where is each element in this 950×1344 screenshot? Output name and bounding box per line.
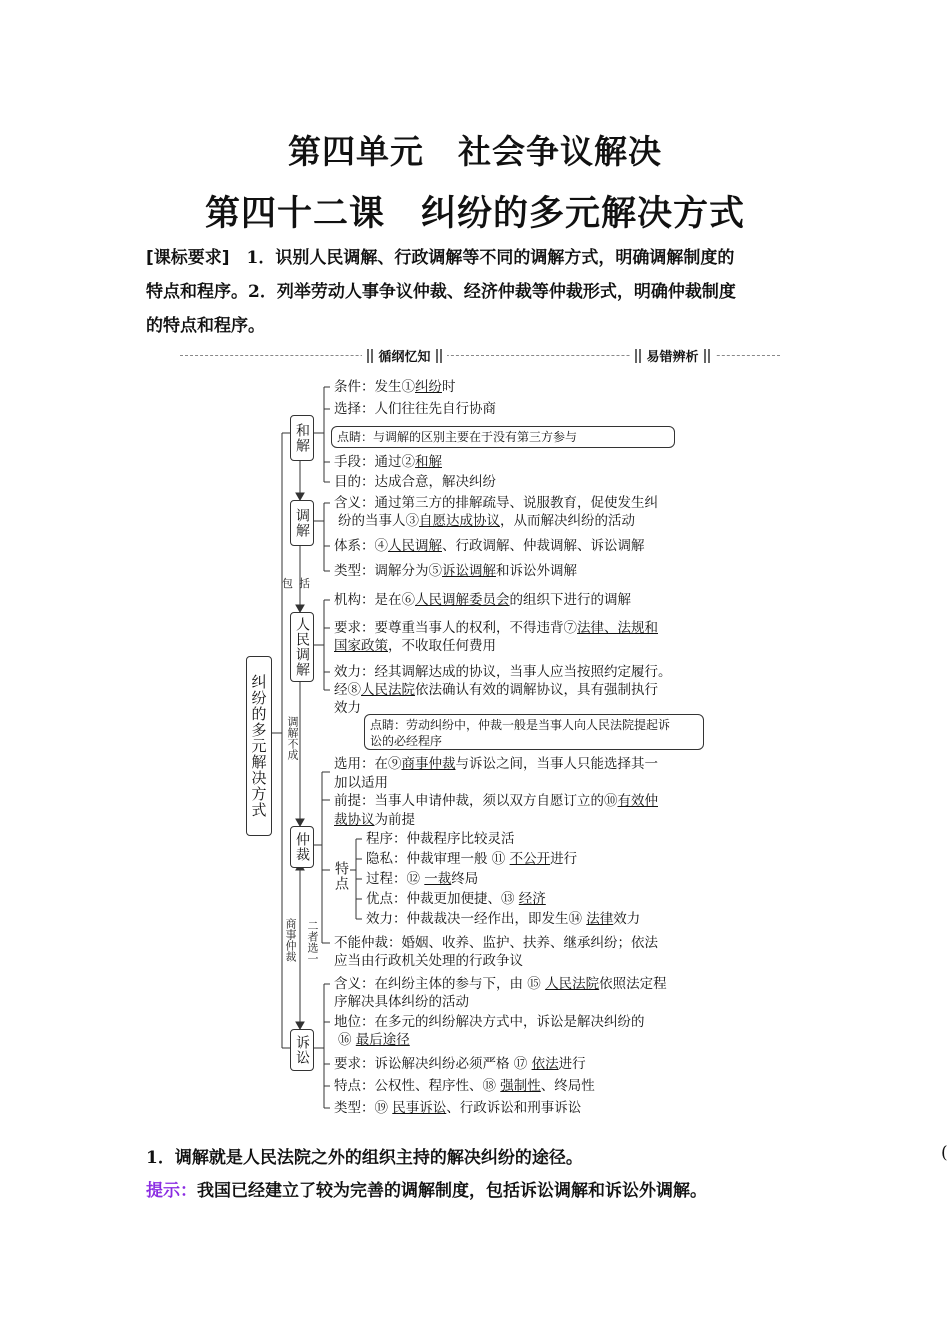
hejie-xuanze: 选择：人们往往先自行协商 bbox=[334, 401, 496, 417]
standard-line-2: 特点和程序。2．列举劳动人事争议仲裁、经济仲裁等仲裁形式，明确仲裁制度 bbox=[146, 282, 736, 302]
tedian-guocheng: 过程：⑫ 一裁终局 bbox=[366, 871, 479, 887]
node-renmin-tiaojie: 人民调解 bbox=[290, 612, 314, 682]
node-susong: 诉讼 bbox=[290, 1029, 314, 1071]
node-tedian: 特点 bbox=[333, 861, 349, 891]
tiaojie-hanyi-1: 含义：通过第三方的排解疏导、说服教育，促使发生纠 bbox=[334, 495, 658, 511]
hint bbox=[146, 1176, 707, 1201]
tiaojie-hanyi-2: 纷的当事人③自愿达成协议，从而解决纠纷的活动 bbox=[338, 513, 635, 529]
standard-tag: [课标要求] bbox=[146, 248, 230, 268]
label-erzhe-xuanyi: 二者选一 bbox=[306, 920, 319, 964]
label-baokuo: 包括 bbox=[282, 577, 316, 590]
zhongcai-xuanyong-1: 选用：在⑨商事仲裁与诉讼之间，当事人只能选择其一 bbox=[334, 756, 658, 772]
susong-tedian: 特点：公权性、程序性、⑱ 强制性、终局性 bbox=[334, 1078, 595, 1094]
renmin-jing: 经⑧人民法院依法确认有效的调解协议，具有强制执行 bbox=[334, 682, 658, 698]
susong-diwei-1: 地位：在多元的纠纷解决方式中，诉讼是解决纠纷的 bbox=[334, 1014, 645, 1030]
renmin-xiaoli: 效力：经其调解达成的协议，当事人应当按照约定履行。 bbox=[334, 664, 672, 680]
node-zhongcai: 仲裁 bbox=[290, 826, 314, 868]
hint-label: 提示： bbox=[146, 1181, 197, 1201]
standard-line-3: 的特点和程序。 bbox=[146, 316, 265, 336]
section-right-label: 易错辨析 bbox=[646, 350, 699, 365]
hejie-note: 点睛：与调解的区别主要在于没有第三方参与 bbox=[331, 426, 675, 448]
standard-text-1: 1．识别人民调解、行政调解等不同的调解方式，明确调解制度的 bbox=[229, 248, 735, 268]
node-hejie: 和解 bbox=[290, 415, 314, 461]
susong-hanyi-1: 含义：在纠纷主体的参与下，由 ⑮ 人民法院依照法定程 bbox=[334, 976, 667, 992]
answer-paren: ( bbox=[941, 1143, 948, 1163]
node-tiaojie: 调解 bbox=[290, 500, 314, 546]
unit-title: 第四单元 社会争议解决 bbox=[288, 132, 662, 171]
tedian-xiaoli: 效力：仲裁裁决一经作出，即发生⑭ 法律效力 bbox=[366, 911, 641, 927]
zhongcai-buneng-1: 不能仲裁：婚姻、收养、监护、扶养、继承纠纷；依法 bbox=[334, 935, 658, 951]
renmin-jing-2: 效力 bbox=[334, 700, 361, 716]
hejie-mudi: 目的：达成合意，解决纠纷 bbox=[334, 474, 496, 490]
hejie-tiaojian: 条件：发生①纠纷时 bbox=[334, 379, 456, 395]
zhongcai-buneng-2: 应当由行政机关处理的行政争议 bbox=[334, 953, 523, 969]
tedian-yinsi: 隐私：仲裁审理一般 ⑪ 不公开进行 bbox=[366, 851, 578, 867]
zhongcai-qianti-1: 前提：当事人申请仲裁，须以双方自愿订立的⑩有效仲 bbox=[334, 793, 658, 809]
susong-yaoqiu: 要求：诉讼解决纠纷必须严格 ⑰ 依法进行 bbox=[334, 1056, 586, 1072]
question-1: 1．调解就是人民法院之外的组织主持的解决纠纷的途径。 bbox=[146, 1148, 583, 1168]
tiaojie-leixing: 类型：调解分为⑤诉讼调解和诉讼外调解 bbox=[334, 563, 577, 579]
section-left-label: 循纲忆知 bbox=[378, 350, 431, 365]
renmin-yaoqiu-1: 要求：要尊重当事人的权利，不得违背⑦法律、法规和 bbox=[334, 620, 658, 636]
zhongcai-qianti-2: 裁协议为前提 bbox=[334, 812, 415, 828]
label-tiaojie-bucheng: 调解不成 bbox=[286, 716, 299, 760]
tiaojie-tixi: 体系：④人民调解、行政调解、仲裁调解、诉讼调解 bbox=[334, 538, 645, 554]
susong-leixing: 类型：⑲ 民事诉讼、行政诉讼和刑事诉讼 bbox=[334, 1100, 582, 1116]
tedian-youdian: 优点：仲裁更加便捷、⑬ 经济 bbox=[366, 891, 546, 907]
hejie-shouduan: 手段：通过②和解 bbox=[334, 454, 442, 470]
label-shangshi-zhongcai: 商事仲裁 bbox=[284, 918, 297, 962]
tedian-chengxu: 程序：仲裁程序比较灵活 bbox=[366, 831, 515, 847]
susong-diwei-2: ⑯ 最后途径 bbox=[338, 1032, 410, 1048]
hint-text: 我国已经建立了较为完善的调解制度，包括诉讼调解和诉讼外调解。 bbox=[197, 1181, 707, 1201]
zhongcai-xuanyong-2: 加以适用 bbox=[334, 775, 388, 791]
susong-hanyi-2: 序解决具体纠纷的活动 bbox=[334, 994, 469, 1010]
renmin-jigou: 机构：是在⑥人民调解委员会的组织下进行的调解 bbox=[334, 592, 631, 608]
lesson-title: 第四十二课 纠纷的多元解决方式 bbox=[204, 194, 745, 234]
renmin-yaoqiu-2: 国家政策，不收取任何费用 bbox=[334, 638, 496, 654]
renmin-note: 点睛：劳动纠纷中，仲裁一般是当事人向人民法院提起诉 讼的必经程序 bbox=[364, 714, 704, 750]
root-node: 纠纷的多元解决方式 bbox=[246, 656, 272, 836]
